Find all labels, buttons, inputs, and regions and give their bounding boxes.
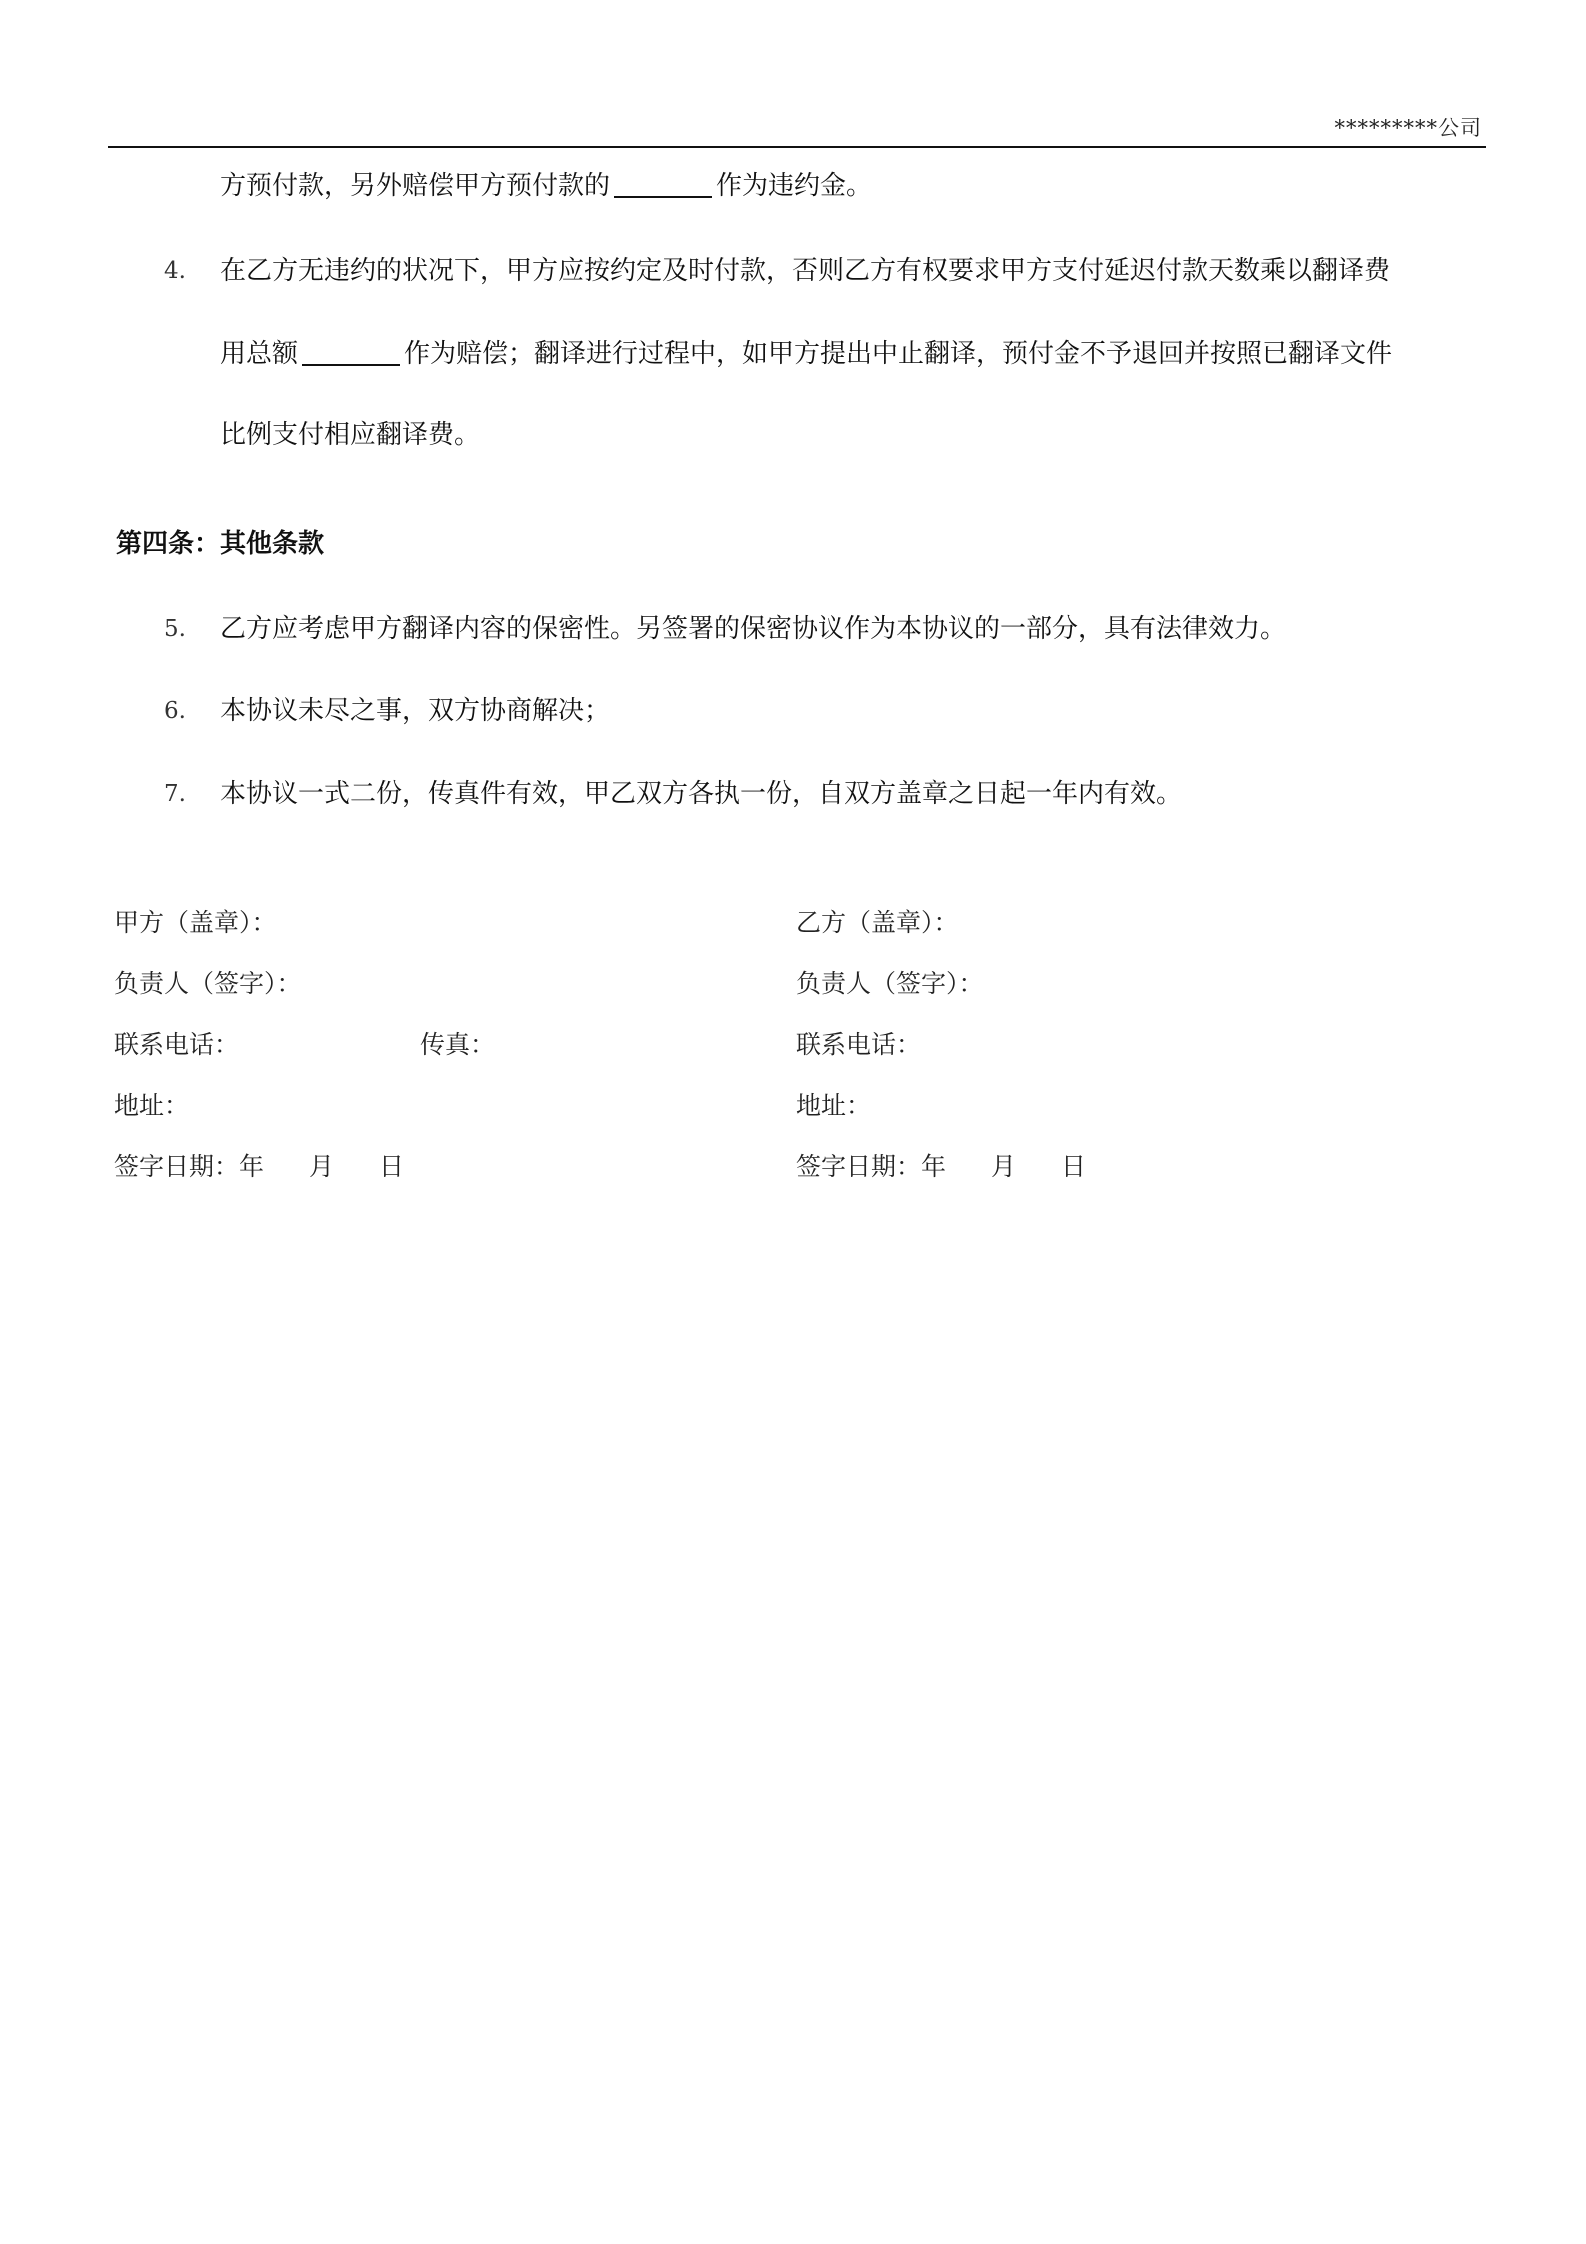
party-a-seal: 甲方（盖章）： [114,908,277,937]
party-a-year: 年 [239,1152,265,1181]
party-b-month: 月 [991,1152,1017,1181]
item4-number: 4. [164,258,186,284]
party-a-phone: 联系电话： [114,1030,240,1059]
party-b-date-label: 签字日期： [796,1152,922,1181]
party-a-fax: 传真： [420,1030,496,1059]
item7-number: 7. [164,781,186,807]
party-b-year: 年 [921,1152,947,1181]
clause3-continuation [220,168,872,203]
party-b-seal: 乙方（盖章）： [796,908,959,937]
header-company-name: *********公司 [1334,116,1482,140]
item4-line3: 比例支付相应翻译费。 [220,420,481,450]
item5-number: 5. [164,616,186,642]
party-b-day: 日 [1061,1152,1087,1181]
compensation-blank [302,336,400,366]
item4-line2-after: 作为赔偿；翻译进行过程中，如甲方提出中止翻译，预付金不予退回并按照已翻译文件 [404,339,1393,369]
item4-line1: 在乙方无违约的状况下，甲方应按约定及时付款，否则乙方有权要求甲方支付延迟付款天数乘以翻译费 [220,256,1391,286]
party-a-date-label: 签字日期： [114,1152,240,1181]
party-b-date [796,1150,1086,1184]
party-a-date [114,1150,404,1184]
party-a-address: 地址： [114,1091,190,1120]
item4-line2 [220,336,1392,371]
clause3-text-after: 作为违约金。 [716,171,873,201]
party-a-month: 月 [309,1152,335,1181]
party-b-person: 负责人（签字）： [796,969,984,998]
item6-number: 6. [164,698,186,724]
item6-text: 本协议未尽之事，双方协商解决； [220,696,611,726]
party-b-phone: 联系电话： [796,1030,922,1059]
item7-text: 本协议一式二份，传真件有效，甲乙双方各执一份，自双方盖章之日起一年内有效。 [220,779,1183,809]
item5-text: 乙方应考虑甲方翻译内容的保密性。另签署的保密协议作为本协议的一部分，具有法律效力。 [220,614,1287,644]
header-divider [108,146,1486,148]
section4-heading: 第四条：其他条款 [116,529,325,559]
party-b-address: 地址： [796,1091,872,1120]
party-a-person: 负责人（签字）： [114,969,302,998]
item4-line2-before: 用总额 [220,339,299,369]
party-a-day: 日 [379,1152,405,1181]
clause3-text-before: 方预付款，另外赔偿甲方预付款的 [220,171,611,201]
penalty-blank [614,168,712,198]
